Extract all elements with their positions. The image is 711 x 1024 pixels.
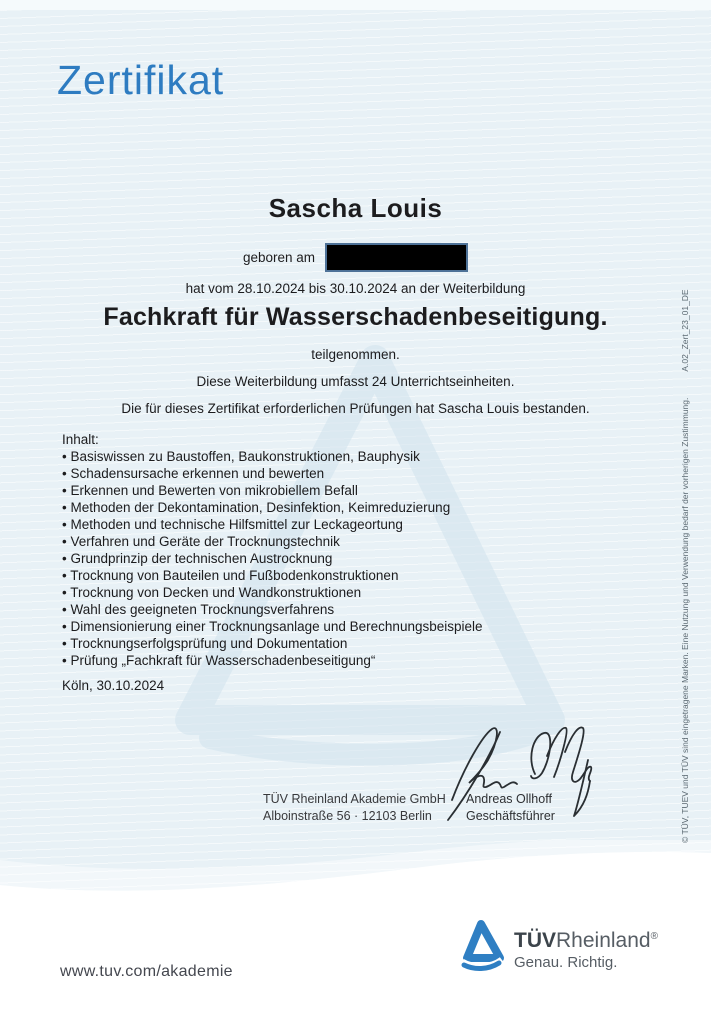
trademark-text: © TÜV, TUEV und TÜV sind eingetragene Marken. Eine Nutzung und Verwendung bedarf der vorherigen Zustimmung. bbox=[680, 397, 690, 843]
page-title: Zertifikat bbox=[57, 57, 225, 103]
logo-text bbox=[514, 916, 658, 971]
tuv-rheinland-logo bbox=[456, 916, 658, 978]
content-block bbox=[62, 431, 483, 669]
scan-top-edge bbox=[0, 0, 711, 10]
exam-line: Die für dieses Zertifikat erforderlichen Prüfungen hat Sascha Louis bestanden. bbox=[121, 401, 590, 416]
wave-edge bbox=[0, 840, 711, 900]
list-item: • Trocknung von Bauteilen und Fußbodenkonstruktionen bbox=[62, 567, 483, 584]
born-label: geboren am bbox=[242, 250, 316, 265]
recipient-name: Sascha Louis bbox=[268, 193, 443, 223]
redacted-birthdate-box bbox=[325, 243, 468, 272]
list-item: • Dimensionierung einer Trocknungsanlage und Berechnungsbeispiele bbox=[62, 618, 483, 635]
content-list bbox=[62, 448, 483, 669]
brand-rheinland: Rheinland bbox=[556, 929, 651, 952]
list-item: • Schadensursache erkennen und bewerten bbox=[62, 465, 483, 482]
course-period-line: hat vom 28.10.2024 bis 30.10.2024 an der Weiterbildung bbox=[185, 281, 526, 296]
place-date: Köln, 30.10.2024 bbox=[62, 678, 165, 693]
list-item: • Methoden der Dekontamination, Desinfektion, Keimreduzierung bbox=[62, 499, 483, 516]
registered-mark-icon: ® bbox=[650, 931, 658, 942]
trademark-side-note bbox=[680, 289, 693, 843]
list-item: • Erkennen und Bewerten von mikrobiellem Befall bbox=[62, 482, 483, 499]
issuer-address: Alboinstraße 56 · 12103 Berlin bbox=[263, 809, 432, 823]
list-item: • Wahl des geeigneten Trocknungsverfahrens bbox=[62, 601, 483, 618]
signatory-block bbox=[466, 791, 555, 825]
content-label: Inhalt: bbox=[62, 432, 99, 447]
issuer-block bbox=[263, 791, 446, 825]
list-item: • Trocknung von Decken und Wandkonstruktionen bbox=[62, 584, 483, 601]
brand-tuv: TÜV bbox=[514, 929, 556, 952]
units-line: Diese Weiterbildung umfasst 24 Unterrichtseinheiten. bbox=[196, 374, 515, 389]
list-item: • Prüfung „Fachkraft für Wasserschadenbeseitigung“ bbox=[62, 652, 483, 669]
brand-line bbox=[514, 926, 658, 952]
list-item: • Basiswissen zu Baustoffen, Baukonstruktionen, Bauphysik bbox=[62, 448, 483, 465]
footer-url: www.tuv.com/akademie bbox=[60, 963, 233, 980]
signatory-name: Andreas Ollhoff bbox=[466, 792, 552, 806]
course-title: Fachkraft für Wasserschadenbeseitigung. bbox=[103, 303, 608, 331]
document-code: A.02_Zert_23_01_DE bbox=[680, 289, 690, 372]
signatory-role: Geschäftsführer bbox=[466, 809, 555, 823]
issuer-name: TÜV Rheinland Akademie GmbH bbox=[263, 792, 446, 806]
list-item: • Grundprinzip der technischen Austrocknung bbox=[62, 550, 483, 567]
list-item: • Verfahren und Geräte der Trocknungstechnik bbox=[62, 533, 483, 550]
born-row bbox=[0, 243, 711, 272]
list-item: • Trocknungserfolgsprüfung und Dokumentation bbox=[62, 635, 483, 652]
participated-line: teilgenommen. bbox=[311, 347, 400, 362]
brand-tagline: Genau. Richtig. bbox=[514, 954, 618, 971]
list-item: • Methoden und technische Hilfsmittel zur Leckageortung bbox=[62, 516, 483, 533]
tuv-triangle-icon bbox=[456, 916, 506, 978]
